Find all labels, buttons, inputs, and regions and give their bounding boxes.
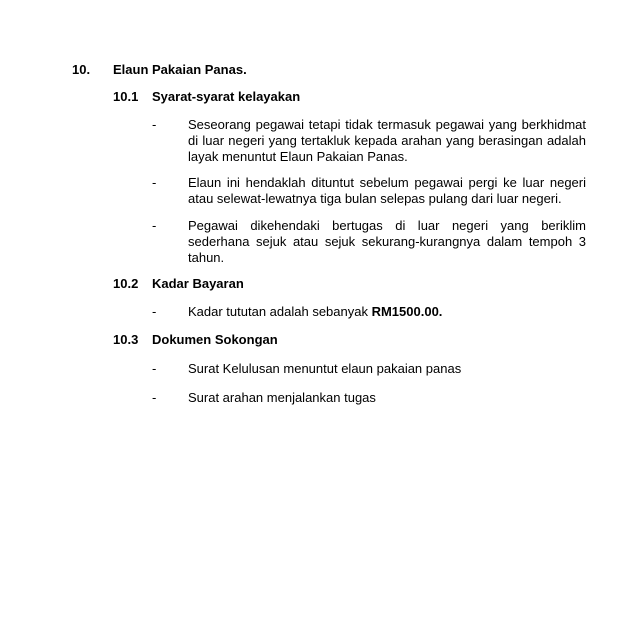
subsection-3-item-2: Surat arahan menjalankan tugas bbox=[188, 390, 376, 405]
subsection-2-number: 10.2 bbox=[113, 276, 139, 291]
bullet-dash: - bbox=[152, 390, 157, 405]
bullet-dash: - bbox=[152, 361, 157, 376]
subsection-1-item-3: Pegawai dikehendaki bertugas di luar negeri yang beriklim sederhana sejuk atau sejuk sekurang-kurangnya dalam tempoh 3 tahun. bbox=[188, 218, 586, 265]
subsection-1-item-1: Seseorang pegawai tetapi tidak termasuk pegawai yang berkhidmat di luar negeri yang tertakluk kepada arahan yang berasingan adalah layak menuntut Elaun Pakaian Panas. bbox=[188, 117, 586, 164]
section-title: Elaun Pakaian Panas. bbox=[113, 62, 247, 77]
subsection-1-item-2: Elaun ini hendaklah dituntut sebelum pegawai pergi ke luar negeri atau selewat-lewatnya tiga bulan selepas pulang dari luar negeri. bbox=[188, 175, 586, 206]
subsection-3-item-1: Surat Kelulusan menuntut elaun pakaian panas bbox=[188, 361, 462, 376]
subsection-1-number: 10.1 bbox=[113, 89, 139, 104]
bullet-dash: - bbox=[152, 218, 157, 233]
section-number: 10. bbox=[72, 62, 91, 77]
subsection-2-item-1 bbox=[188, 304, 586, 320]
rate-amount: RM1500.00. bbox=[371, 304, 443, 319]
subsection-1-title: Syarat-syarat kelayakan bbox=[152, 89, 301, 104]
rate-text: Kadar tututan adalah sebanyak bbox=[188, 304, 372, 319]
subsection-2-title: Kadar Bayaran bbox=[152, 276, 244, 291]
subsection-3-number: 10.3 bbox=[113, 332, 139, 347]
bullet-dash: - bbox=[152, 175, 157, 190]
bullet-dash: - bbox=[152, 117, 157, 132]
subsection-3-title: Dokumen Sokongan bbox=[152, 332, 278, 347]
bullet-dash: - bbox=[152, 304, 157, 319]
